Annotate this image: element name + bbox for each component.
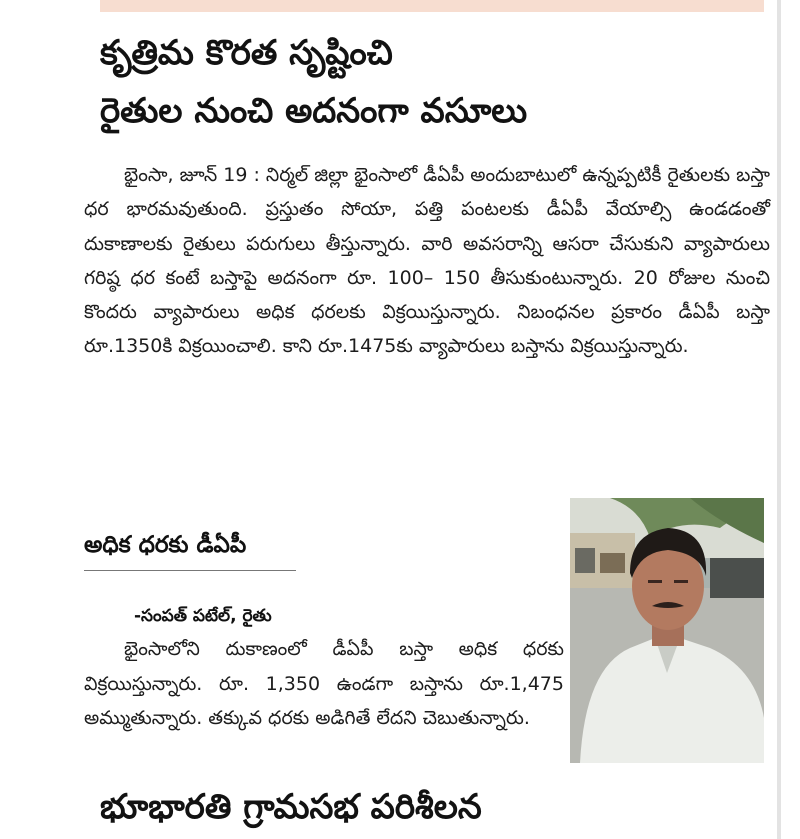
column-divider — [777, 0, 781, 839]
top-color-band — [100, 0, 764, 12]
headline-line-2: రైతుల నుంచి అదనంగా వసూలు — [100, 91, 528, 131]
next-article-headline: భూభారతి గ్రామసభ పరిశీలన — [100, 787, 482, 827]
quote-author: -సంపత్ పటేల్, రైతు — [134, 606, 272, 626]
subheading-underline — [84, 570, 296, 571]
subheading: అధిక ధరకు డీఏపీ — [84, 532, 247, 558]
quote-body: భైంసాలోని దుకాణంలో డీఏపీ బస్తా అధిక ధరకు విక్రయిస్తున్నారు. రూ. 1,350 ఉండగా బస్తాను రూ.1,475 అమ్ముతున్నారు. తక్కువ ధరకు అడిగితే లేదని చెబుతున్నారు. — [84, 638, 564, 729]
article-body: భైంసా, జూన్ 19 : నిర్మల్ జిల్లా భైంసాలో డీఏపీ అందుబాటులో ఉన్నప్పటికీ రైతులకు బస్తా ధర భారమవుతుంది. ప్రస్తుతం సోయా, పత్తి పంటలకు డీఏపీ వేయాల్సి ఉండడంతో దుకాణాలకు రైతులు పరుగులు తీస్తున్నారు. వారి అవసరాన్ని ఆసరా చేసుకుని వ్యాపారులు గరిష్ఠ ధర కంటే బస్తాపై అదనంగా రూ. 100– 150 తీసుకుంటున్నారు. 20 రోజుల నుంచి కొందరు వ్యాపారులు అధిక ధరలకు విక్రయిస్తున్నారు. నిబంధనల ప్రకారం డీఏపీ బస్తా రూ.1350కి విక్రయించాలి. కాని రూ.1475కు వ్యాపారులు బస్తాను విక్రయిస్తున్నారు. — [84, 164, 770, 358]
farmer-portrait-image — [570, 498, 764, 763]
farmer-photo — [570, 498, 764, 763]
headline-line-1: కృత్రిమ కొరత సృష్టించి — [100, 33, 393, 73]
